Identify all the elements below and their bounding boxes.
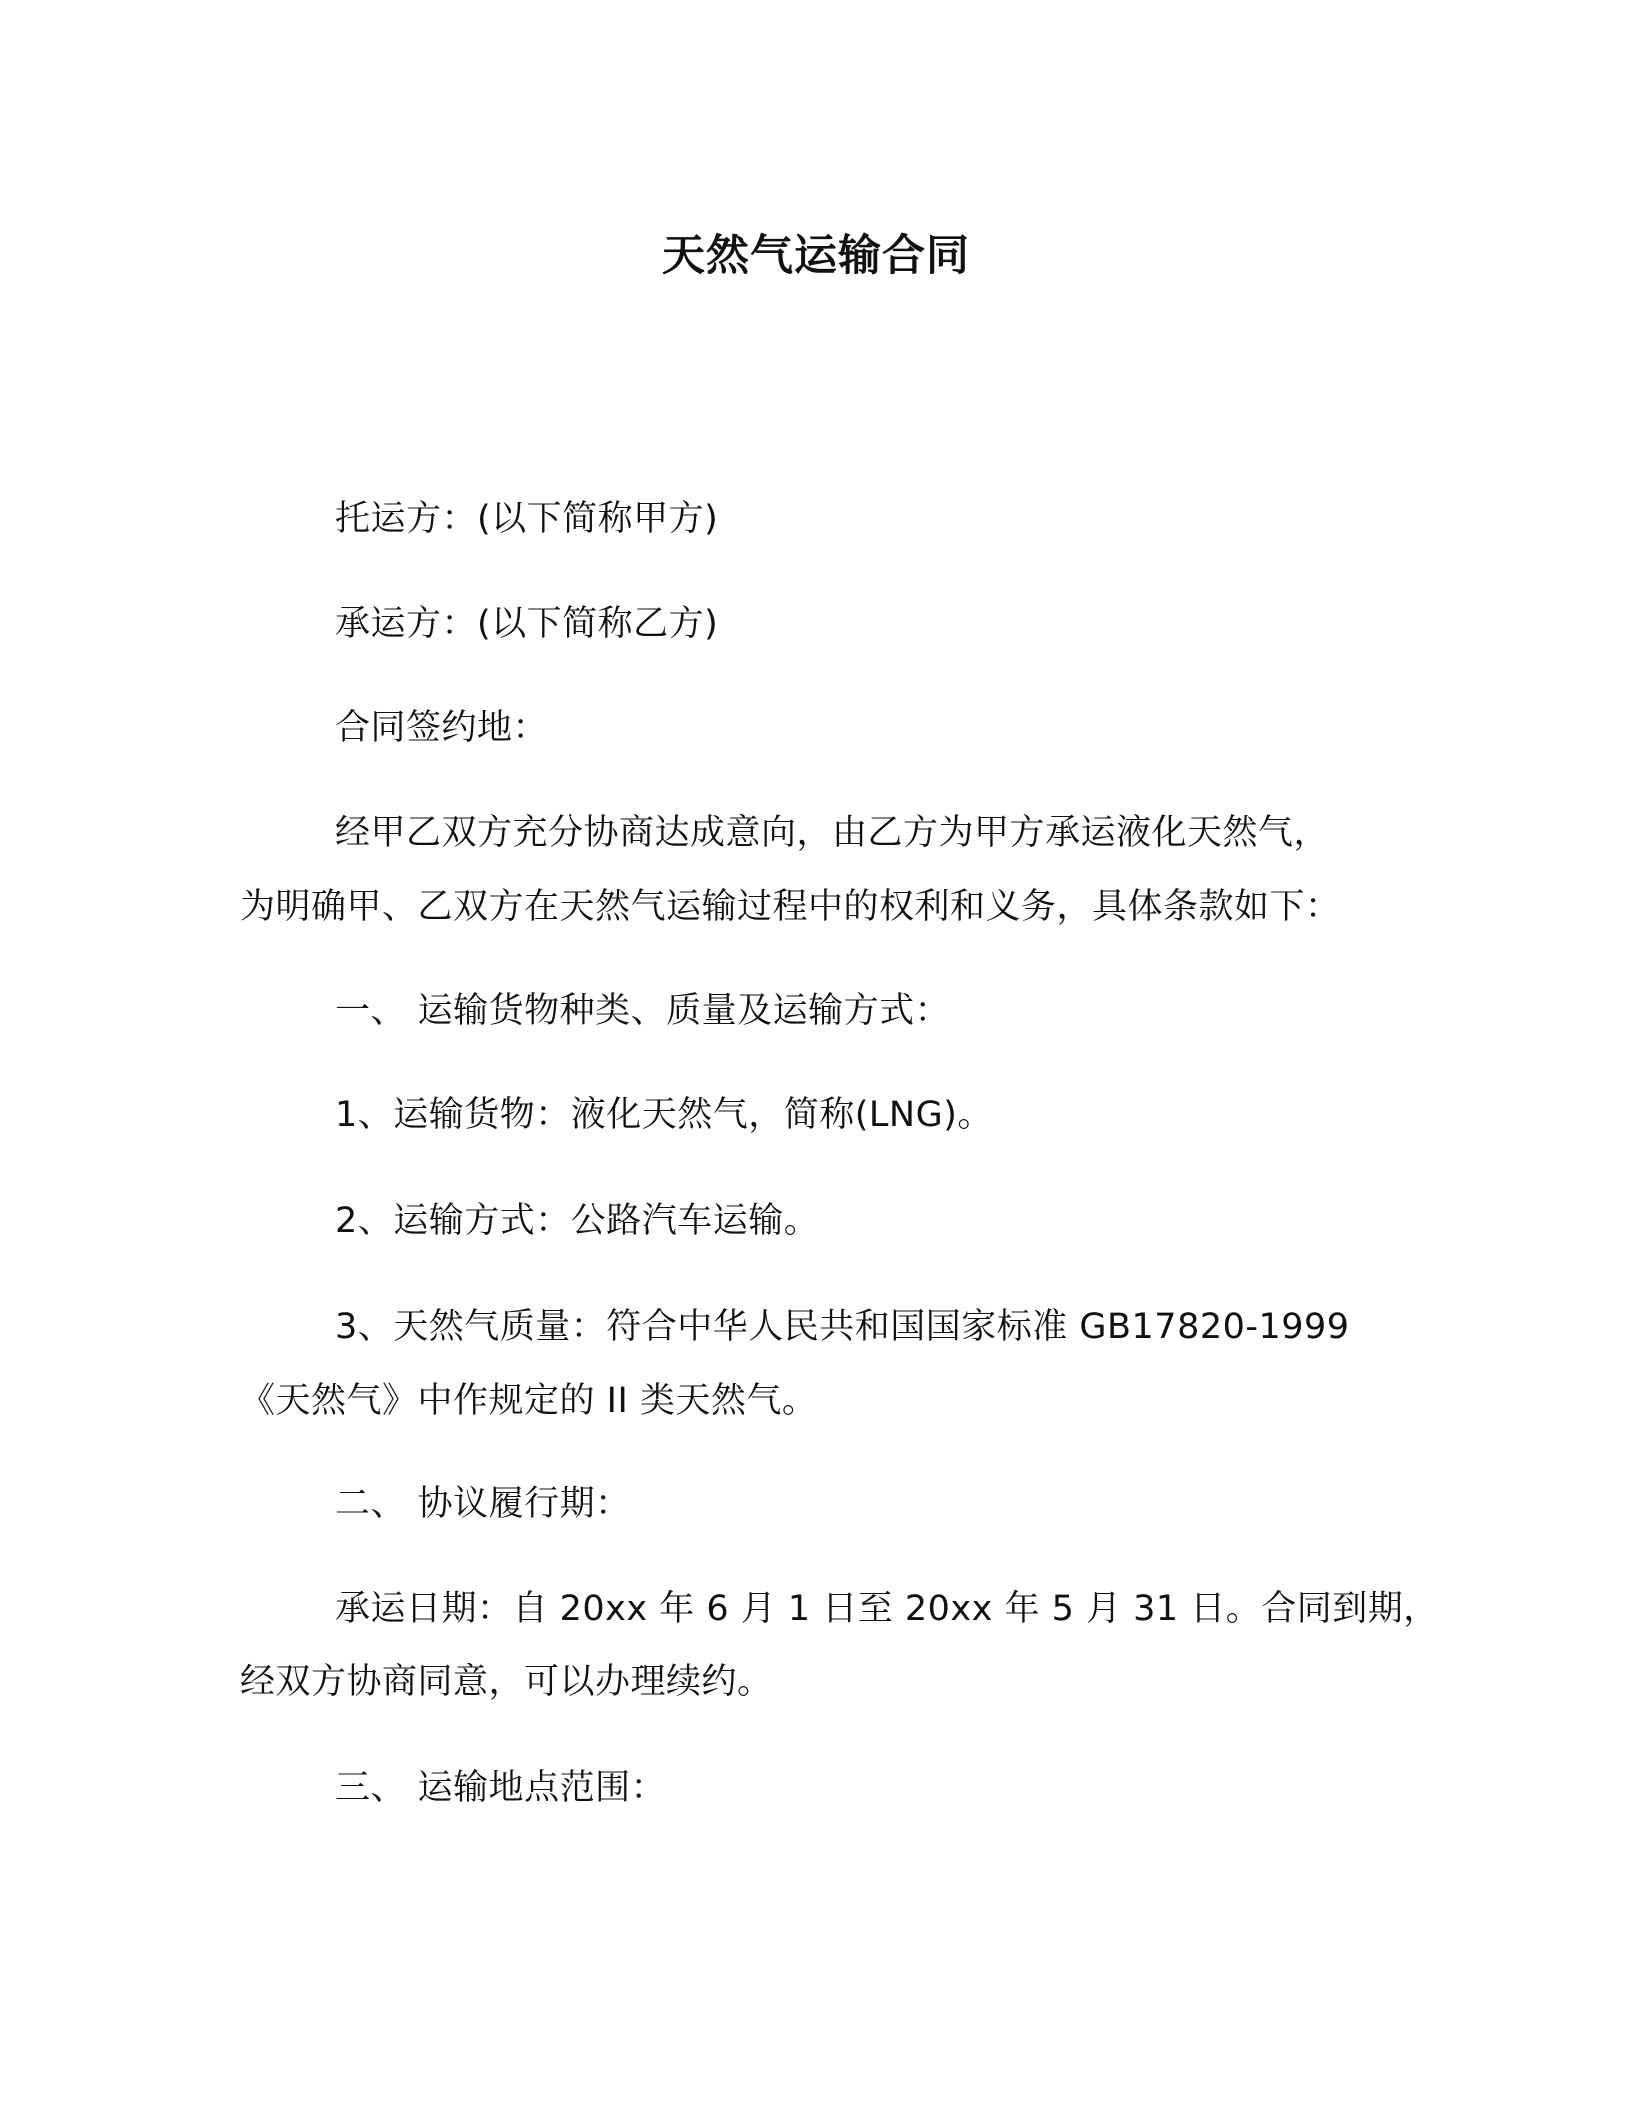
section-heading-1: 一、 运输货物种类、质量及运输方式：	[335, 991, 951, 1031]
section-heading-3: 三、 运输地点范围：	[335, 1768, 667, 1808]
clause-1-3-line-2: 《天然气》中作规定的 II 类天然气。	[240, 1381, 818, 1421]
signing-place-line: 合同签约地：	[335, 708, 549, 748]
shipper-line: 托运方：(以下简称甲方)	[335, 499, 719, 539]
clause-1-2: 2、运输方式：公路汽车运输。	[335, 1201, 820, 1241]
intro-paragraph-line-2: 为明确甲、乙双方在天然气运输过程中的权利和义务，具体条款如下：	[240, 887, 1341, 927]
section-heading-2: 二、 协议履行期：	[335, 1484, 631, 1524]
document-title: 天然气运输合同	[662, 231, 970, 281]
intro-paragraph-line-1: 经甲乙双方充分协商达成意向，由乙方为甲方承运液化天然气，	[335, 813, 1330, 853]
term-paragraph-line-1: 承运日期：自 20xx 年 6 月 1 日至 20xx 年 5 月 31 日。合同到期，	[335, 1589, 1439, 1629]
clause-1-1: 1、运输货物：液化天然气，简称(LNG)。	[335, 1095, 993, 1135]
term-paragraph-line-2: 经双方协商同意，可以办理续约。	[240, 1662, 773, 1702]
clause-1-3-line-1: 3、天然气质量：符合中华人民共和国国家标准 GB17820-1999	[335, 1307, 1350, 1347]
carrier-line: 承运方：(以下简称乙方)	[335, 604, 719, 644]
